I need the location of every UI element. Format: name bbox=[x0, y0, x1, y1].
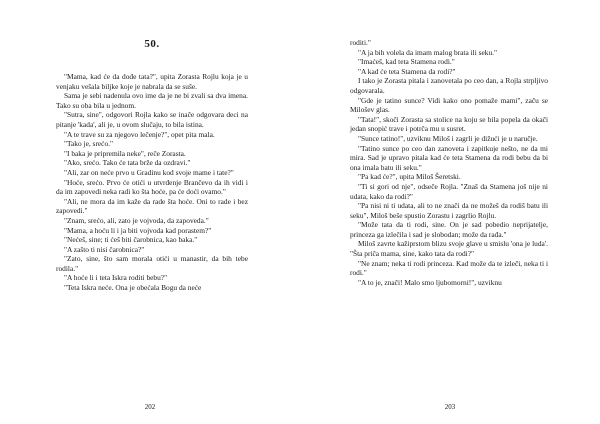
paragraph: "Teta Iskra neće. Ona je obećala Bogu da neće bbox=[64, 283, 202, 293]
page-number-left: 202 bbox=[144, 403, 156, 411]
left-body-text bbox=[56, 72, 248, 293]
paragraph: "A te trave su za njegovo lečenje?", opet pita mala. bbox=[64, 129, 215, 139]
paragraph: "Sutra, sine", odgovori Rojla kako se inače odgovara deci na pitanje 'kada', ali je, u ovom slučaju, to bila istina. bbox=[56, 110, 248, 129]
page-number-right: 203 bbox=[444, 403, 456, 411]
paragraph: "Imaćeš, kad teta Stamena rodi." bbox=[358, 57, 455, 67]
chapter-title: 50. bbox=[144, 38, 160, 50]
paragraph: roditi." bbox=[350, 38, 371, 47]
paragraph: "A hoće li i teta Iskra roditi bebu?" bbox=[64, 273, 168, 283]
paragraph: "A to je, znači! Malo smo ljubomorni!", uzviknu bbox=[358, 277, 502, 287]
paragraph: "Pa nisi ni ti udata, ali to ne znači da ne možeš da rodiš batu ili seku", Miloš beše spustio Zorastu i zagrlio Rojlu. bbox=[350, 201, 548, 220]
paragraph: "Može tata da ti rodi, sine. On je sad pobedio neprijatelje, princeza ga izlečila i sad je slobodan; može da rađa." bbox=[350, 220, 548, 239]
paragraph: "Hoće, srećo. Prvo će otići u utvrđenje Brančevo da ih vidi i da im zapovedi neka radi ko šta hoće, pa će doći ovamo." bbox=[56, 177, 248, 197]
paragraph: "Pa kad će?", upita Miloš Šeretski. bbox=[358, 172, 461, 182]
paragraph: "Ali, zar on neće prvo u Gradinu kod svoje mame i tate?" bbox=[64, 167, 234, 177]
paragraph: "A zašto ti nisi čarobnica?" bbox=[64, 244, 145, 254]
paragraph: Miloš zavrte kažiprstom blizu svoje glave u smislu 'ona je luda'. "Šta priča mama, sine, kako tata da rodi?" bbox=[350, 239, 548, 259]
paragraph: "Mama, a hoću li i ja biti vojvoda kad porastem?" bbox=[64, 225, 212, 235]
right-page bbox=[300, 0, 600, 424]
paragraph: "A kad će teta Stamena da rodi?" bbox=[358, 66, 456, 76]
right-body-text bbox=[350, 38, 548, 287]
paragraph: "Ti si gori od nje", odseče Rojla. "Znaš da Stamena još nije ni udata, kako da rodi?" bbox=[350, 181, 548, 201]
paragraph: "Tatino sunce po ceo dan zanoveta i zapitkuje nešto, ne da mi mira. Sad je upravo pitala kad će teta Stamena da rodi bebu da bi ona imala batu ili seku." bbox=[350, 143, 548, 172]
paragraph: "Ali, ne mora da im kaže da rade šta hoće. Oni to rade i bez zapovedi." bbox=[56, 196, 248, 216]
paragraph: "A ja bih volela da imam malog brata ili seku." bbox=[358, 47, 498, 57]
paragraph: "Znam, srećo, ali, zato je vojvoda, da zapoveda." bbox=[64, 215, 209, 225]
paragraph: Sama je sebi nadenula ovo ime da je ne bi zvali sa dva imena. Tako su oba bila u jednom. bbox=[56, 91, 248, 110]
paragraph: "Ne znam; neka ti rodi princeza. Kad može da te izleči, neka ti i rodi." bbox=[350, 258, 548, 278]
paragraph: "Tata!", skoči Zorasta sa stolice na koju se bila popela da okači jedan snopić trave i potrča mu u susret. bbox=[350, 114, 548, 134]
paragraph: "Mama, kad će da dođe tata?", upita Zorasta Rojlu koja je u venjaku vešala biljke koje je nabrala da se suše. bbox=[56, 72, 248, 91]
paragraph: "Tako je, srećo." bbox=[64, 139, 114, 149]
paragraph: "Nećeš, sine; ti ćeš biti čarobnica, kao baka." bbox=[64, 235, 198, 245]
paragraph: "Ako, srećo. Tako će tata brže da ozdravi." bbox=[64, 158, 191, 168]
paragraph: "Gde je tatino sunce? Vidi kako ono pomaže mami", začu se Milošev glas. bbox=[350, 95, 548, 115]
paragraph: "Zato, sine, što sam morala otići u manastir, da bih tebe rodila." bbox=[56, 254, 248, 273]
paragraph: "I baka je pripremila neke", reče Zorasta. bbox=[64, 148, 186, 158]
paragraph: I tako je Zorasta pitala i zanovetala po ceo dan, a Rojla strpljivo odgovarala. bbox=[350, 76, 548, 95]
paragraph: "Sunce tatino!", uzviknu Miloš i zagrli je dižući je u naručje. bbox=[358, 133, 538, 143]
